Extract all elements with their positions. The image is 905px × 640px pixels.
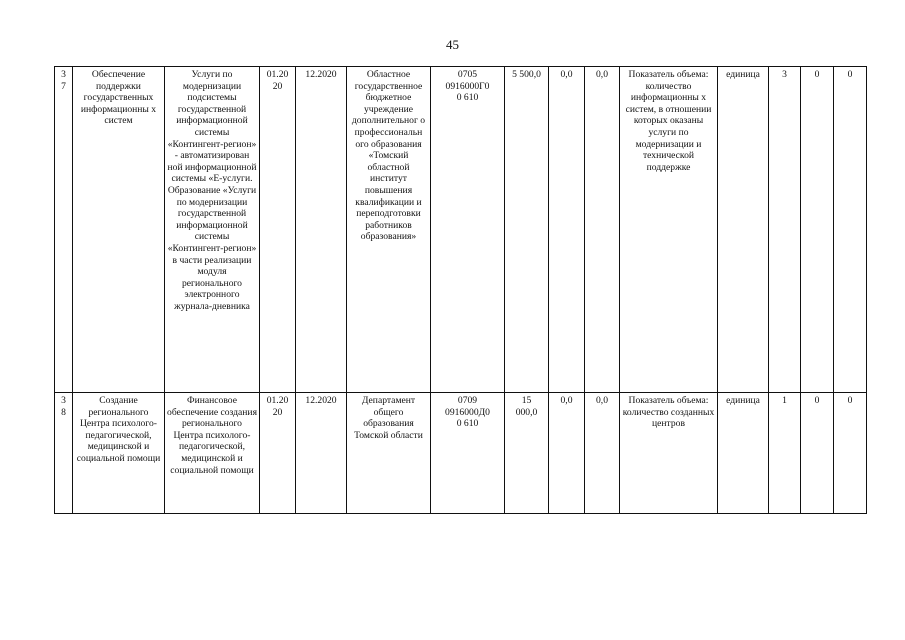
page-number: 45 xyxy=(446,37,459,52)
table-row xyxy=(55,67,867,393)
row-index: 3 7 xyxy=(55,67,73,393)
quantity-3: 0 xyxy=(834,67,867,393)
row-index: 3 8 xyxy=(55,393,73,514)
quantity-2: 0 xyxy=(801,393,834,514)
event-name: Обеспечение поддержки государственных информационны х систем xyxy=(73,67,165,393)
budget-code: 0705 0916000Г0 0 610 xyxy=(431,67,505,393)
quantity-3: 0 xyxy=(834,393,867,514)
funding-value-1: 0,0 xyxy=(549,67,585,393)
funding-value-2: 0,0 xyxy=(585,393,620,514)
unit: единица xyxy=(718,67,769,393)
executor: Областное государственное бюджетное учреждение дополнительног о профессиональн ого образования «Томский областной институт повышения квалификации и переподготовки работников образования» xyxy=(347,67,431,393)
budget-code: 0709 0916000Д0 0 610 xyxy=(431,393,505,514)
end-date: 12.2020 xyxy=(296,67,347,393)
quantity-2: 0 xyxy=(801,67,834,393)
funding-amount: 5 500,0 xyxy=(505,67,549,393)
start-date: 01.20 20 xyxy=(260,67,296,393)
indicator: Показатель объема: количество созданных центров xyxy=(620,393,718,514)
event-name: Создание регионального Центра психолого-педагогической, медицинской и социальной помощи xyxy=(73,393,165,514)
quantity-1: 3 xyxy=(769,67,801,393)
executor: Департамент общего образования Томской области xyxy=(347,393,431,514)
unit: единица xyxy=(718,393,769,514)
program-activities-table xyxy=(54,66,867,514)
indicator: Показатель объема: количество информационны х систем, в отношении которых оказаны услуги по модернизации и технической поддержке xyxy=(620,67,718,393)
funding-value-2: 0,0 xyxy=(585,67,620,393)
funding-amount: 15 000,0 xyxy=(505,393,549,514)
end-date: 12.2020 xyxy=(296,393,347,514)
start-date: 01.20 20 xyxy=(260,393,296,514)
event-description: Финансовое обеспечение создания регионального Центра психолого-педагогической, медицинской и социальной помощи xyxy=(165,393,260,514)
event-description: Услуги по модернизации подсистемы государственной информационной системы «Контингент-регион» - автоматизирован ной информационной системы «Е-услуги. Образование «Услуги по модернизации государственной информационной системы «Контингент-регион» в части реализации модуля регионального электронного журнала-дневника xyxy=(165,67,260,393)
funding-value-1: 0,0 xyxy=(549,393,585,514)
table-row xyxy=(55,393,867,514)
quantity-1: 1 xyxy=(769,393,801,514)
